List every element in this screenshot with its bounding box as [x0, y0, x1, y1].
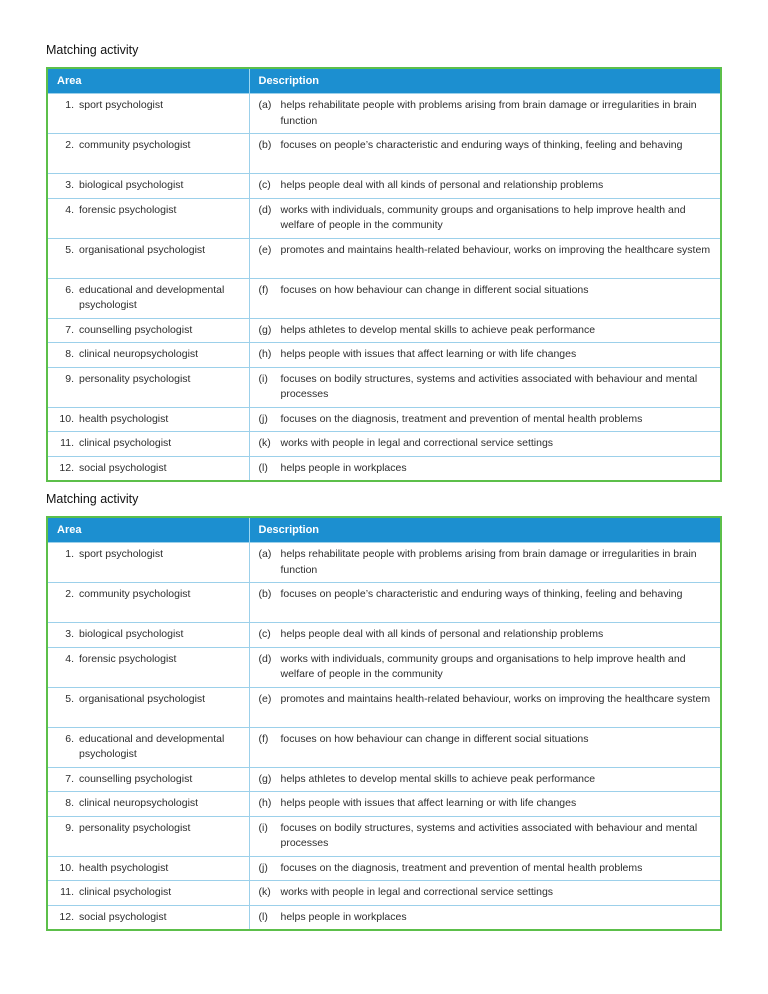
table-body — [47, 94, 721, 482]
table-row — [47, 905, 721, 930]
description-text: focuses on the diagnosis, treatment and prevention of mental health problems — [280, 861, 643, 874]
description-text: helps people in workplaces — [280, 910, 407, 923]
description-cell — [249, 238, 721, 278]
item-letter: (l) — [258, 461, 268, 474]
item-letter: (g) — [258, 772, 272, 785]
description-cell — [249, 543, 721, 583]
description-cell — [249, 647, 721, 687]
area-cell — [47, 767, 249, 792]
item-letter: (k) — [258, 437, 271, 449]
description-text: focuses on how behaviour can change in different social situations — [280, 283, 589, 296]
table-row — [47, 647, 721, 687]
description-text: helps people deal with all kinds of personal and relationship problems — [280, 179, 604, 191]
item-letter: (l) — [258, 910, 268, 923]
area-column-header: Area — [47, 517, 249, 543]
table-row — [47, 432, 721, 457]
area-cell — [47, 687, 249, 727]
matching-table — [46, 67, 722, 482]
table-header-row — [47, 517, 721, 543]
table-body — [47, 543, 721, 931]
table-row — [47, 367, 721, 407]
description-cell — [249, 456, 721, 481]
description-cell — [249, 623, 721, 648]
area-text: counselling psychologist — [79, 772, 193, 785]
table-row — [47, 238, 721, 278]
description-cell — [249, 881, 721, 906]
area-cell — [47, 238, 249, 278]
item-letter: (h) — [258, 797, 272, 809]
area-cell — [47, 727, 249, 767]
description-cell — [249, 367, 721, 407]
area-cell — [47, 647, 249, 687]
description-text: works with individuals, community groups and organisations to help improve health and welfare of people in the community — [280, 652, 686, 680]
item-letter: (g) — [258, 323, 272, 336]
description-cell — [249, 767, 721, 792]
area-cell — [47, 583, 249, 623]
area-text: clinical psychologist — [79, 437, 172, 449]
description-text: focuses on how behaviour can change in different social situations — [280, 732, 589, 745]
area-cell — [47, 623, 249, 648]
area-cell — [47, 432, 249, 457]
item-letter: (e) — [258, 692, 272, 705]
description-column-header: Description — [249, 68, 721, 94]
area-text: biological psychologist — [79, 628, 184, 640]
table-row — [47, 792, 721, 817]
area-text: clinical psychologist — [79, 886, 172, 898]
area-text: forensic psychologist — [79, 203, 177, 216]
description-text: helps people in workplaces — [280, 461, 407, 474]
table-row — [47, 687, 721, 727]
description-cell — [249, 174, 721, 199]
area-text: forensic psychologist — [79, 652, 177, 665]
area-cell — [47, 198, 249, 238]
table-row — [47, 543, 721, 583]
item-letter: (b) — [258, 588, 272, 600]
table-row — [47, 727, 721, 767]
item-number: 2. — [65, 139, 74, 151]
item-number: 8. — [65, 348, 74, 360]
item-number: 8. — [65, 797, 74, 809]
area-cell — [47, 881, 249, 906]
area-cell — [47, 856, 249, 881]
table-header-row — [47, 68, 721, 94]
table-row — [47, 623, 721, 648]
area-cell — [47, 905, 249, 930]
description-cell — [249, 278, 721, 318]
section-heading: Matching activity — [46, 43, 139, 57]
matching-activity-section-1 — [46, 40, 720, 482]
area-cell — [47, 134, 249, 174]
item-number: 11. — [60, 437, 74, 449]
table-row — [47, 94, 721, 134]
table-row — [47, 407, 721, 432]
area-text: organisational psychologist — [79, 243, 206, 256]
description-cell — [249, 343, 721, 368]
item-letter: (h) — [258, 348, 272, 360]
description-cell — [249, 134, 721, 174]
area-cell — [47, 456, 249, 481]
item-letter: (d) — [258, 652, 272, 665]
area-cell — [47, 343, 249, 368]
table-row — [47, 174, 721, 199]
item-number: 5. — [65, 692, 74, 705]
area-cell — [47, 543, 249, 583]
description-text: focuses on bodily structures, systems and activities associated with behaviour and mental processes — [280, 372, 698, 400]
area-cell — [47, 318, 249, 343]
area-text: counselling psychologist — [79, 323, 193, 336]
description-text: helps people with issues that affect learning or with life changes — [280, 797, 577, 809]
item-number: 10. — [59, 412, 74, 425]
area-cell — [47, 792, 249, 817]
area-text: educational and developmental psychologist — [79, 732, 225, 760]
area-text: biological psychologist — [79, 179, 184, 191]
area-text: social psychologist — [79, 461, 167, 474]
description-text: helps rehabilitate people with problems arising from brain damage or irregularities in brain function — [280, 548, 697, 576]
area-text: health psychologist — [79, 861, 169, 874]
table-row — [47, 343, 721, 368]
item-number: 5. — [65, 243, 74, 256]
area-column-header: Area — [47, 68, 249, 94]
area-text: clinical neuropsychologist — [79, 797, 199, 809]
description-text: focuses on bodily structures, systems and activities associated with behaviour and mental processes — [280, 821, 698, 849]
description-cell — [249, 687, 721, 727]
item-number: 2. — [65, 588, 74, 600]
table-row — [47, 318, 721, 343]
item-letter: (k) — [258, 886, 271, 898]
item-number: 1. — [65, 99, 74, 111]
area-cell — [47, 367, 249, 407]
description-text: promotes and maintains health-related behaviour, works on improving the healthcare system — [280, 243, 711, 256]
description-text: promotes and maintains health-related behaviour, works on improving the healthcare system — [280, 692, 711, 705]
item-number: 9. — [65, 821, 74, 834]
description-cell — [249, 94, 721, 134]
item-number: 3. — [65, 179, 74, 191]
description-column-header: Description — [249, 517, 721, 543]
area-text: community psychologist — [79, 588, 191, 600]
item-number: 12. — [59, 910, 74, 923]
area-text: sport psychologist — [79, 548, 164, 560]
item-number: 1. — [65, 548, 74, 560]
table-row — [47, 767, 721, 792]
item-letter: (f) — [258, 283, 269, 296]
item-number: 11. — [60, 886, 74, 898]
description-text: helps athletes to develop mental skills to achieve peak performance — [280, 323, 596, 336]
item-letter: (c) — [258, 179, 271, 191]
table-row — [47, 134, 721, 174]
description-cell — [249, 432, 721, 457]
description-cell — [249, 792, 721, 817]
description-cell — [249, 318, 721, 343]
area-text: educational and developmental psychologist — [79, 283, 225, 311]
area-text: sport psychologist — [79, 99, 164, 111]
item-number: 4. — [65, 652, 74, 665]
area-text: personality psychologist — [79, 372, 191, 385]
item-letter: (i) — [258, 372, 268, 385]
item-number: 12. — [59, 461, 74, 474]
item-letter: (a) — [258, 548, 272, 560]
description-cell — [249, 905, 721, 930]
table-row — [47, 583, 721, 623]
table-row — [47, 198, 721, 238]
description-text: helps athletes to develop mental skills to achieve peak performance — [280, 772, 596, 785]
item-letter: (b) — [258, 139, 272, 151]
area-cell — [47, 94, 249, 134]
description-text: helps people deal with all kinds of personal and relationship problems — [280, 628, 604, 640]
description-text: works with people in legal and correctional service settings — [280, 886, 554, 898]
area-cell — [47, 278, 249, 318]
area-text: clinical neuropsychologist — [79, 348, 199, 360]
item-number: 6. — [65, 283, 74, 296]
description-text: works with people in legal and correctional service settings — [280, 437, 554, 449]
item-letter: (f) — [258, 732, 269, 745]
matching-activity-section-2 — [46, 489, 720, 931]
item-letter: (d) — [258, 203, 272, 216]
item-letter: (e) — [258, 243, 272, 256]
item-number: 3. — [65, 628, 74, 640]
description-cell — [249, 816, 721, 856]
item-number: 7. — [65, 772, 74, 785]
description-cell — [249, 583, 721, 623]
table-row — [47, 278, 721, 318]
item-letter: (a) — [258, 99, 272, 111]
area-cell — [47, 816, 249, 856]
item-number: 6. — [65, 732, 74, 745]
description-text: helps rehabilitate people with problems arising from brain damage or irregularities in brain function — [280, 99, 697, 127]
area-text: social psychologist — [79, 910, 167, 923]
description-text: focuses on the diagnosis, treatment and prevention of mental health problems — [280, 412, 643, 425]
table-row — [47, 881, 721, 906]
item-letter: (c) — [258, 628, 271, 640]
description-text: focuses on people’s characteristic and enduring ways of thinking, feeling and behaving — [280, 588, 683, 600]
matching-table — [46, 516, 722, 931]
item-number: 10. — [59, 861, 74, 874]
description-cell — [249, 727, 721, 767]
description-cell — [249, 856, 721, 881]
area-cell — [47, 174, 249, 199]
table-row — [47, 456, 721, 481]
table-row — [47, 856, 721, 881]
item-number: 9. — [65, 372, 74, 385]
item-number: 4. — [65, 203, 74, 216]
description-cell — [249, 198, 721, 238]
description-cell — [249, 407, 721, 432]
area-text: health psychologist — [79, 412, 169, 425]
section-heading: Matching activity — [46, 492, 139, 506]
table-row — [47, 816, 721, 856]
description-text: focuses on people’s characteristic and enduring ways of thinking, feeling and behaving — [280, 139, 683, 151]
item-letter: (j) — [258, 861, 268, 874]
item-letter: (i) — [258, 821, 268, 834]
description-text: works with individuals, community groups and organisations to help improve health and welfare of people in the community — [280, 203, 686, 231]
item-letter: (j) — [258, 412, 268, 425]
description-text: helps people with issues that affect learning or with life changes — [280, 348, 577, 360]
area-text: community psychologist — [79, 139, 191, 151]
area-text: organisational psychologist — [79, 692, 206, 705]
item-number: 7. — [65, 323, 74, 336]
area-cell — [47, 407, 249, 432]
area-text: personality psychologist — [79, 821, 191, 834]
